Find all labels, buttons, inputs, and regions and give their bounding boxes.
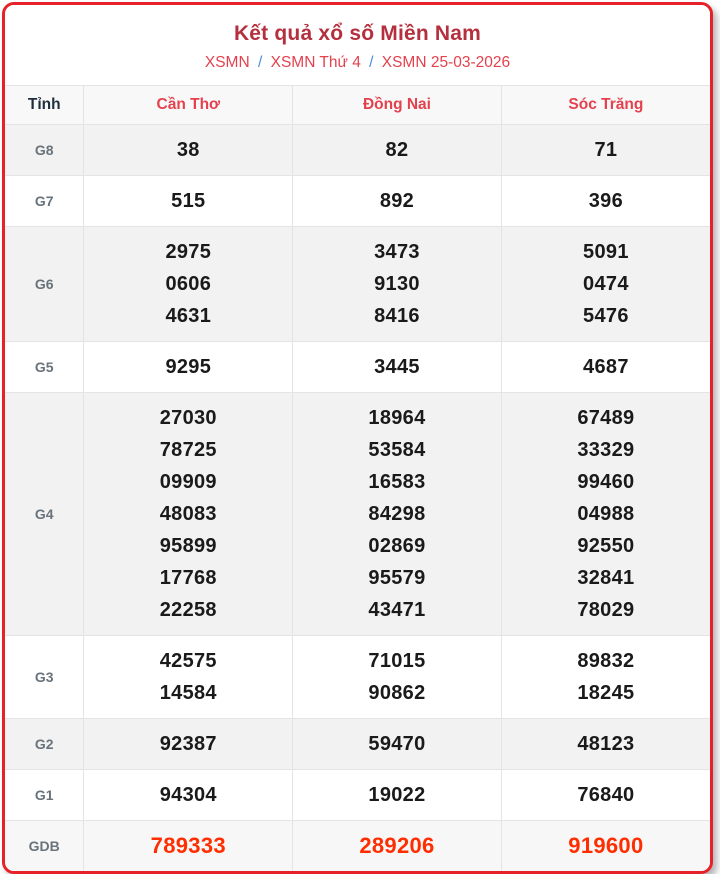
- prize-row-g4: [5, 393, 710, 636]
- prize-number: 99460: [577, 471, 635, 493]
- breadcrumb-link-xsmn-thu-4[interactable]: XSMN Thứ 4: [270, 54, 361, 71]
- prize-cell: [84, 719, 293, 770]
- prize-label: G6: [5, 227, 84, 342]
- prize-cell: [293, 342, 502, 393]
- prize-cell: [84, 636, 293, 719]
- prize-row-g1: [5, 770, 710, 821]
- prize-number: 43471: [368, 599, 426, 621]
- prize-number: 33329: [577, 439, 635, 461]
- prize-number: 78725: [159, 439, 217, 461]
- prize-number: 19022: [368, 784, 426, 806]
- prize-number: 9130: [374, 273, 420, 295]
- prize-number: 42575: [159, 650, 217, 672]
- page-title: Kết quả xổ số Miền Nam: [233, 22, 482, 45]
- prize-number: 0474: [583, 273, 629, 295]
- prize-number: 89832: [577, 650, 635, 672]
- prize-label: G1: [5, 770, 84, 821]
- prize-number: 48123: [577, 733, 635, 755]
- prize-cell: [501, 342, 710, 393]
- province-column-header: Tỉnh: [5, 86, 84, 125]
- prize-row-g7: [5, 176, 710, 227]
- prize-number: 95579: [368, 567, 426, 589]
- prize-number: 71: [594, 139, 618, 161]
- breadcrumb: [5, 54, 710, 72]
- prize-cell: [501, 821, 710, 872]
- prize-number: 95899: [159, 535, 217, 557]
- column-header-dong-nai[interactable]: Đồng Nai: [293, 86, 502, 125]
- prize-label: GDB: [5, 821, 84, 872]
- prize-number: 16583: [368, 471, 426, 493]
- prize-number: 5091: [583, 241, 629, 263]
- prize-number: 22258: [159, 599, 217, 621]
- prize-cell: [84, 770, 293, 821]
- table-header-row: [5, 86, 710, 125]
- prize-number: 71015: [368, 650, 426, 672]
- prize-number: 9295: [165, 356, 212, 378]
- prize-number: 289206: [359, 833, 435, 858]
- prize-number: 3445: [374, 356, 420, 378]
- prize-number: 396: [588, 190, 624, 212]
- prize-cell: [293, 636, 502, 719]
- prize-cell: [501, 770, 710, 821]
- prize-cell: [84, 821, 293, 872]
- column-header-soc-trang[interactable]: Sóc Trăng: [501, 86, 710, 125]
- prize-number: 04988: [577, 503, 635, 525]
- title-block: [5, 5, 710, 85]
- prize-number: 82: [385, 139, 409, 161]
- prize-cell: [293, 176, 502, 227]
- column-header-can-tho[interactable]: Cần Thơ: [84, 86, 293, 125]
- prize-number: 515: [171, 190, 206, 212]
- prize-number: 919600: [568, 833, 644, 858]
- prize-cell: [84, 342, 293, 393]
- prize-cell: [501, 176, 710, 227]
- prize-row-gdb: [5, 821, 710, 872]
- prize-label: G2: [5, 719, 84, 770]
- prize-number: 17768: [159, 567, 217, 589]
- prize-row-g8: [5, 125, 710, 176]
- breadcrumb-separator: /: [369, 54, 374, 71]
- prize-label: G5: [5, 342, 84, 393]
- prize-number: 90862: [368, 682, 426, 704]
- prize-label: G3: [5, 636, 84, 719]
- prize-number: 78029: [577, 599, 635, 621]
- prize-number: 27030: [159, 407, 217, 429]
- prize-cell: [84, 227, 293, 342]
- prize-number: 76840: [577, 784, 635, 806]
- prize-number: 4687: [583, 356, 629, 378]
- prize-number: 3473: [374, 241, 420, 263]
- prize-cell: [84, 393, 293, 636]
- prize-cell: [293, 393, 502, 636]
- prize-cell: [501, 393, 710, 636]
- prize-number: 4631: [165, 305, 212, 327]
- prize-cell: [501, 227, 710, 342]
- breadcrumb-separator: /: [257, 54, 263, 71]
- prize-number: 0606: [165, 273, 212, 295]
- prize-number: 32841: [577, 567, 635, 589]
- prize-cell: [293, 821, 502, 872]
- prize-label: G8: [5, 125, 84, 176]
- prize-number: 02869: [368, 535, 426, 557]
- prize-number: 92550: [577, 535, 635, 557]
- prize-number: 38: [176, 139, 200, 161]
- prize-cell: [293, 719, 502, 770]
- prize-cell: [293, 770, 502, 821]
- prize-number: 5476: [583, 305, 629, 327]
- prize-number: 94304: [159, 784, 217, 806]
- prize-number: 8416: [374, 305, 420, 327]
- breadcrumb-link-xsmn[interactable]: XSMN: [204, 54, 250, 71]
- prize-number: 892: [379, 190, 415, 212]
- prize-label: G4: [5, 393, 84, 636]
- prize-number: 67489: [577, 407, 635, 429]
- prize-cell: [501, 125, 710, 176]
- results-card: [2, 2, 713, 874]
- prize-label: G7: [5, 176, 84, 227]
- prize-number: 18964: [368, 407, 426, 429]
- prize-cell: [501, 719, 710, 770]
- prize-number: 789333: [150, 833, 226, 858]
- prize-number: 84298: [368, 503, 426, 525]
- prize-number: 09909: [159, 471, 217, 493]
- prize-cell: [501, 636, 710, 719]
- breadcrumb-link-xsmn-date[interactable]: XSMN 25-03-2026: [381, 54, 511, 71]
- prize-cell: [84, 125, 293, 176]
- prize-number: 18245: [577, 682, 635, 704]
- prize-number: 48083: [159, 503, 217, 525]
- prize-number: 2975: [165, 241, 212, 263]
- prize-cell: [293, 125, 502, 176]
- prize-cell: [84, 176, 293, 227]
- prize-row-g6: [5, 227, 710, 342]
- prize-row-g5: [5, 342, 710, 393]
- prize-number: 53584: [368, 439, 426, 461]
- prize-number: 92387: [159, 733, 217, 755]
- prize-number: 14584: [159, 682, 217, 704]
- results-table: [5, 85, 710, 871]
- prize-row-g3: [5, 636, 710, 719]
- prize-row-g2: [5, 719, 710, 770]
- prize-cell: [293, 227, 502, 342]
- prize-number: 59470: [368, 733, 426, 755]
